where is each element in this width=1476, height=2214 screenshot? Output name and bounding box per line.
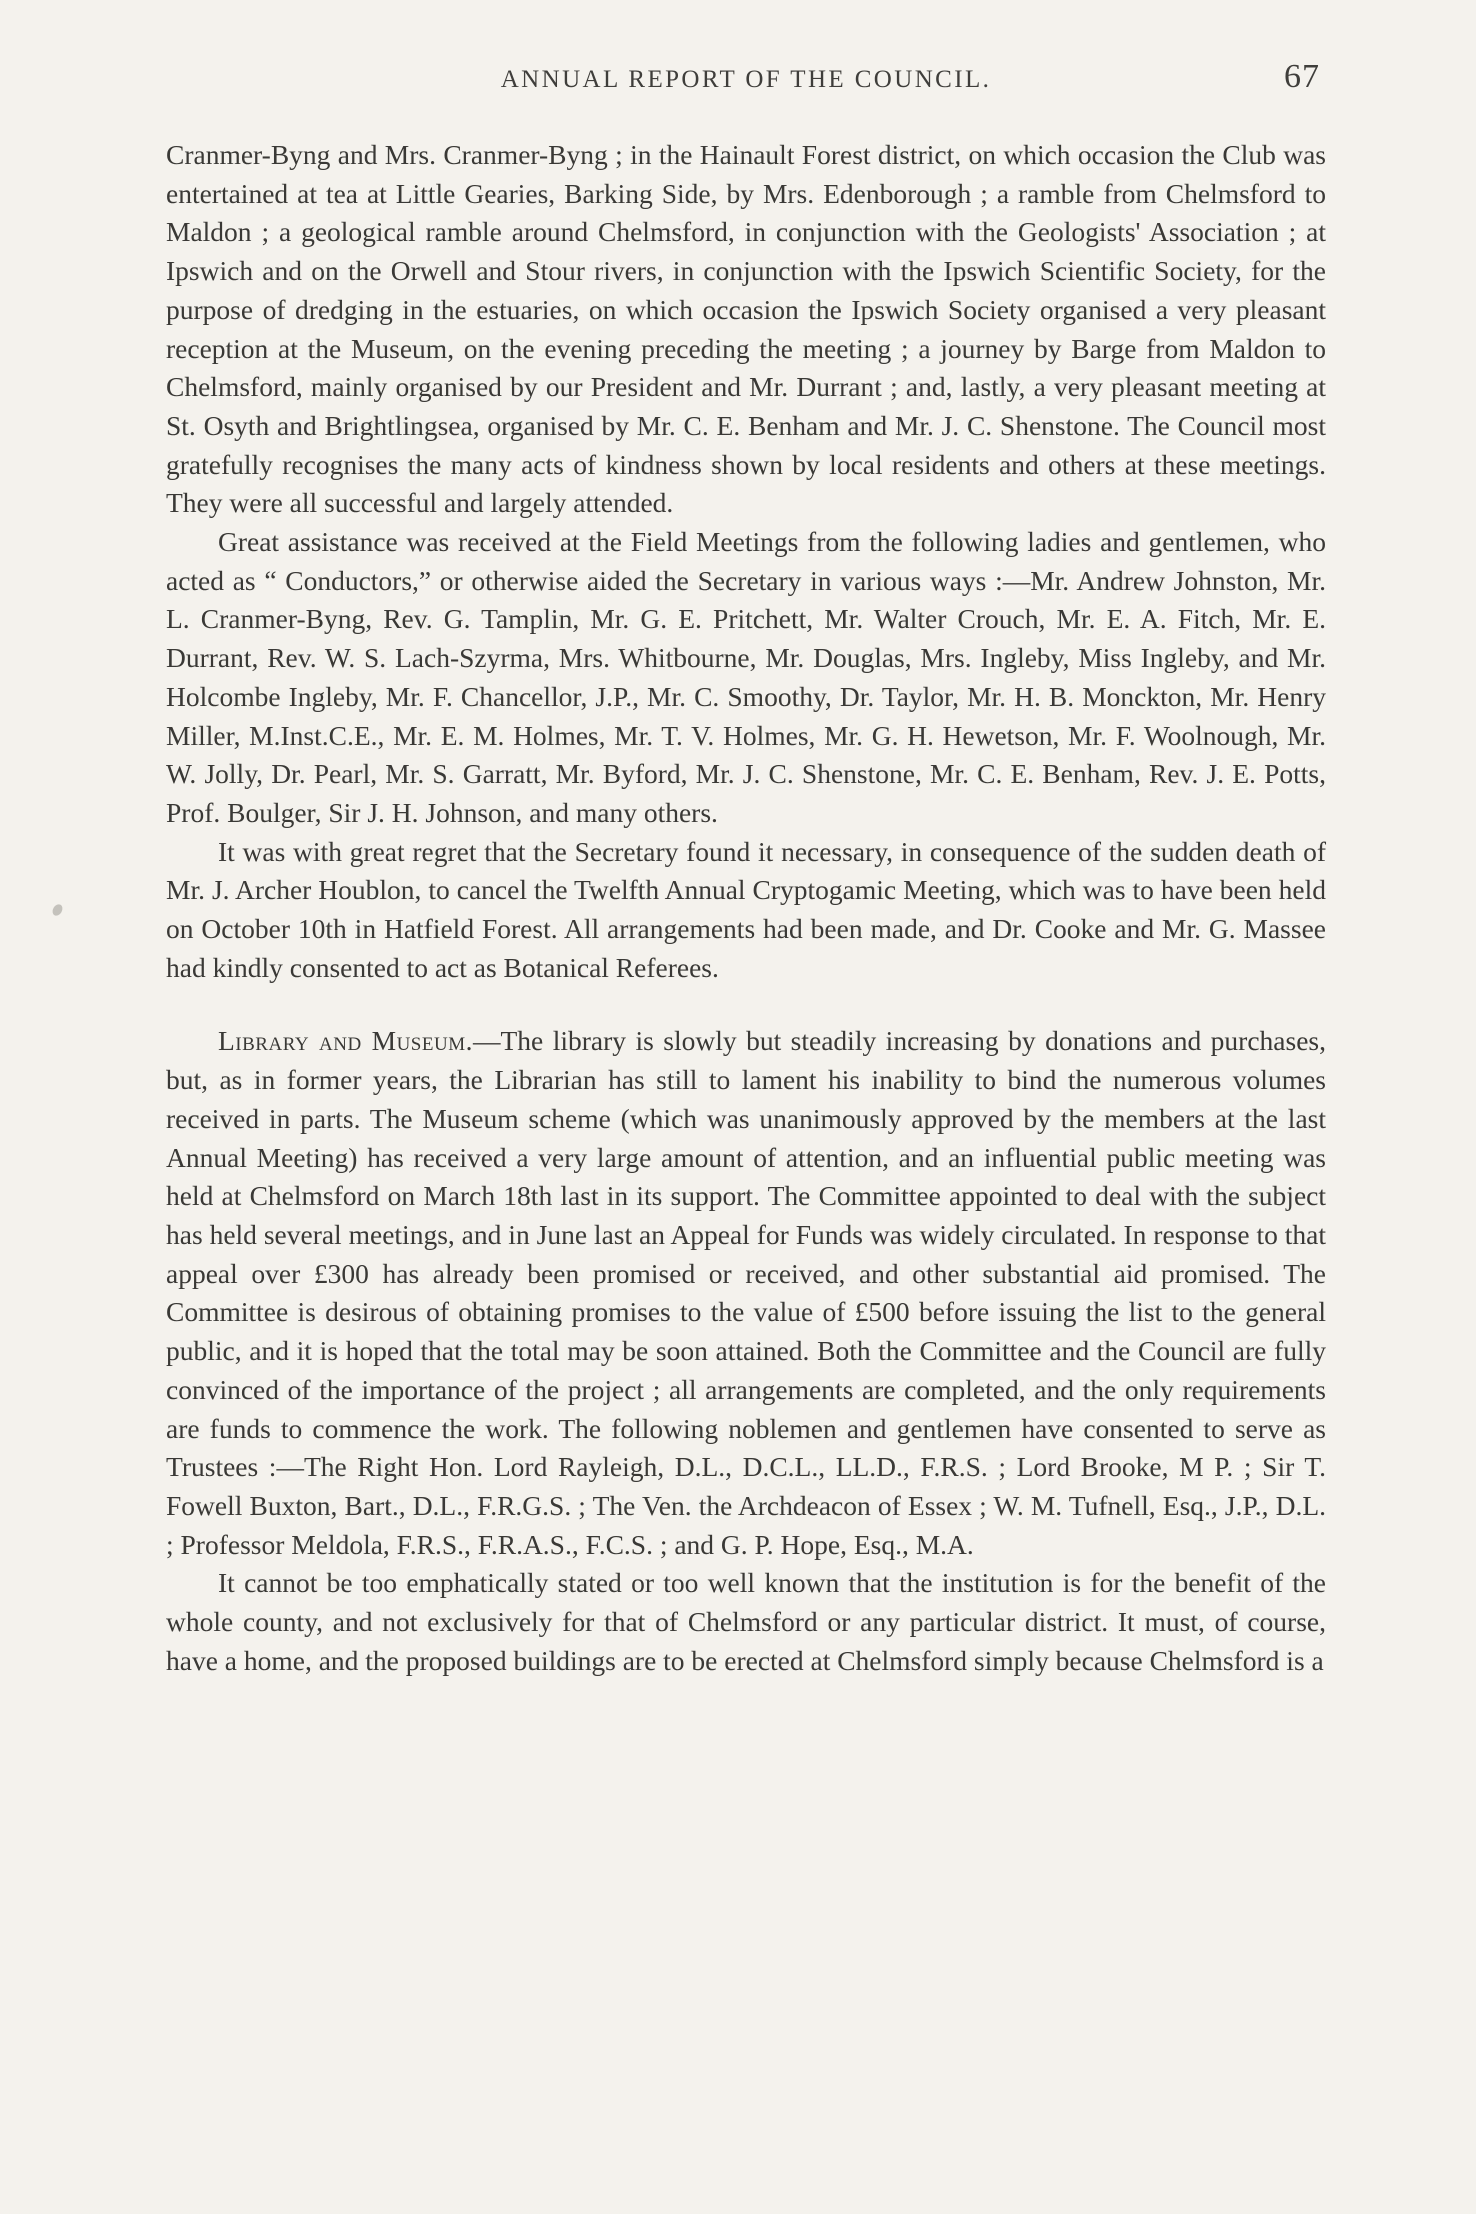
- section-heading: Library and Museum.: [218, 1025, 473, 1057]
- page-number: 67: [1284, 58, 1320, 95]
- running-head: [166, 58, 1326, 108]
- paragraph-text: —The library is slowly but steadily increasing by donations and purchases, but, as in former years, the Librarian has still to lament his inability to bind the numerous volumes received in parts. The Museum scheme (which was unanimously approved by the members at the last Annual Meeting) has received a very large amount of attention, and an influential public meeting was held at Chelmsford on March 18th last in its support. The Committee appointed to deal with the subject has held several meetings, and in June last an Appeal for Funds was widely circulated. In response to that appeal over £300 has already been promised or received, and other substantial aid promised. The Committee is desirous of obtaining promises to the value of £500 before issuing the list to the general public, and it is hoped that the total may be soon attained. Both the Committee and the Council are fully convinced of the importance of the project ; all arrangements are completed, and the only requirements are funds to commence the work. The following noblemen and gentlemen have consented to serve as Trustees :—The Right Hon. Lord Rayleigh, D.L., D.C.L., LL.D., F.R.S. ; Lord Brooke, M P. ; Sir T. Fowell Buxton, Bart., D.L., F.R.G.S. ; The Ven. the Archdeacon of Essex ; W. M. Tufnell, Esq., J.P., D.L. ; Professor Meldola, F.R.S., F.R.A.S., F.C.S. ; and G. P. Hope, Esq., M.A.: [166, 1025, 1326, 1560]
- paragraph-text: Great assistance was received at the Field Meetings from the following ladies and gentlemen, who acted as “ Conductors,” or otherwise aided the Secretary in various ways :—Mr. Andrew Johnston, Mr. L. Cranmer-Byng, Rev. G. Tamplin, Mr. G. E. Pritchett, Mr. Walter Crouch, Mr. E. A. Fitch, Mr. E. Durrant, Rev. W. S. Lach-Szyrma, Mrs. Whitbourne, Mr. Douglas, Mrs. Ingleby, Miss Ingleby, and Mr. Holcombe Ingleby, Mr. F. Chancellor, J.P., Mr. C. Smoothy, Dr. Taylor, Mr. H. B. Monckton, Mr. Henry Miller, M.Inst.C.E., Mr. E. M. Holmes, Mr. T. V. Holmes, Mr. G. H. Hewetson, Mr. F. Woolnough, Mr. W. Jolly, Dr. Pearl, Mr. S. Garratt, Mr. Byford, Mr. J. C. Shenstone, Mr. C. E. Benham, Rev. J. E. Potts, Prof. Boulger, Sir J. H. Johnson, and many others.: [166, 526, 1326, 828]
- paragraph-conductors: [166, 523, 1326, 833]
- paragraph-text: It was with great regret that the Secretary found it necessary, in consequence of the sudden death of Mr. J. Archer Houblon, to cancel the Twelfth Annual Cryptogamic Meeting, which was to have been held on October 10th in Hatfield Forest. All arrangements had been made, and Dr. Cooke and Mr. G. Massee had kindly consented to act as Botanical Referees.: [166, 835, 1326, 983]
- paragraph-text: Cranmer-Byng and Mrs. Cranmer-Byng ; in the Hainault Forest district, on which occasion the Club was entertained at tea at Little Gearies, Barking Side, by Mrs. Edenborough ; a ramble from Chelmsford to Maldon ; a geological ramble around Chelmsford, in conjunction with the Geologists' Association ; at Ipswich and on the Orwell and Stour rivers, in conjunction with the Ipswich Scientific Society, for the purpose of dredging in the estuaries, on which occasion the Ipswich Society organised a very pleasant reception at the Museum, on the evening preceding the meeting ; a journey by Barge from Maldon to Chelmsford, mainly organised by our President and Mr. Durrant ; and, lastly, a very pleasant meeting at St. Osyth and Brightlingsea, organised by Mr. C. E. Benham and Mr. J. C. Shenstone. The Council most gratefully recognises the many acts of kindness shown by local residents and others at these meetings. They were all successful and largely attended.: [166, 139, 1326, 519]
- paragraph-text: It cannot be too emphatically stated or too well known that the institution is for the benefit of the whole county, and not exclusively for that of Chelmsford or any particular district. It must, of course, have a home, and the proposed buildings are to be erected at Chelmsford simply because Chelmsford is a: [166, 1567, 1326, 1676]
- paragraph-field-meetings-continued: [166, 136, 1326, 523]
- paper-speck: [51, 903, 65, 918]
- paragraph-library-and-museum: [166, 1022, 1326, 1564]
- paragraph-cryptogamic-meeting: [166, 833, 1326, 988]
- paragraph-county-institution: [166, 1564, 1326, 1680]
- running-title: ANNUAL REPORT OF THE COUNCIL.: [500, 66, 992, 93]
- body-text: [166, 136, 1326, 1680]
